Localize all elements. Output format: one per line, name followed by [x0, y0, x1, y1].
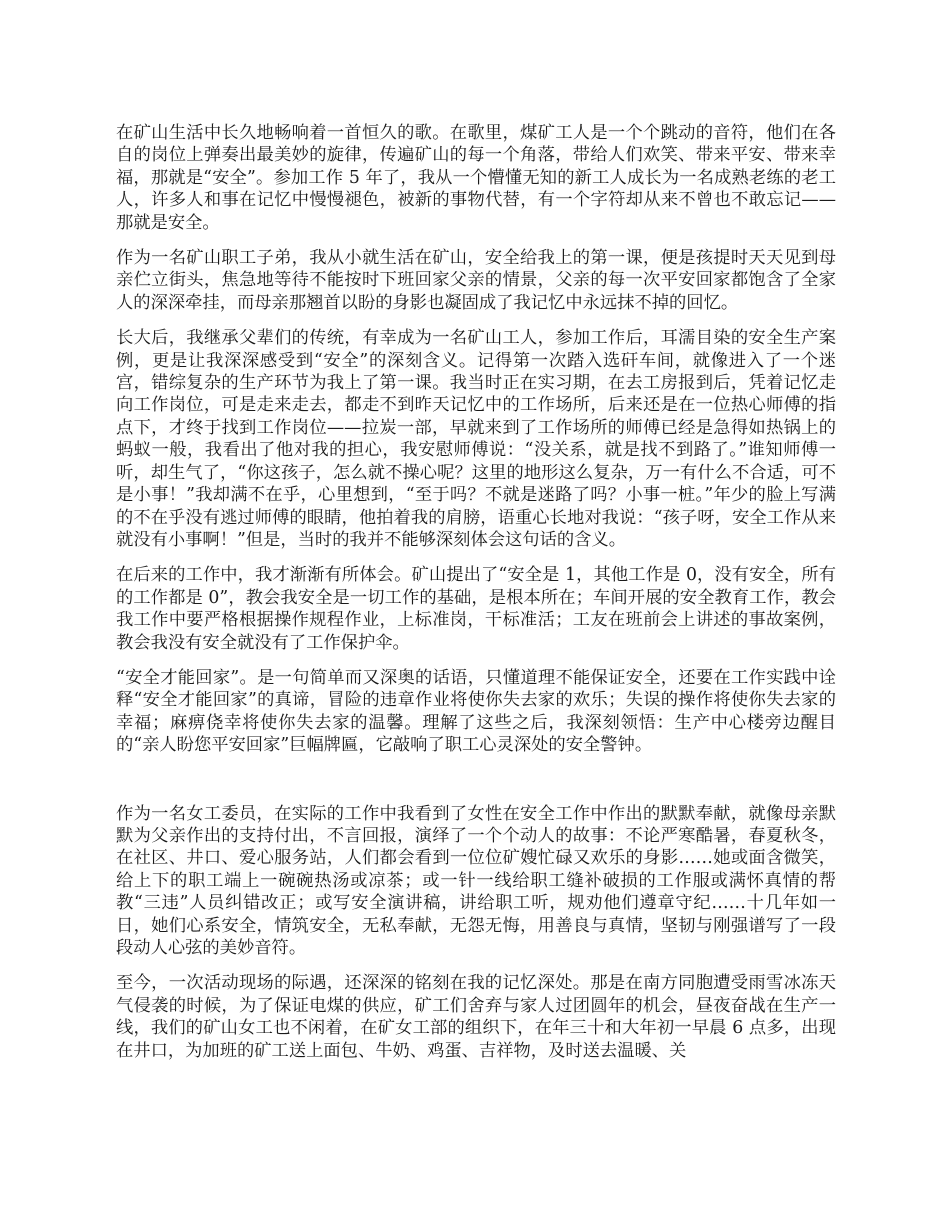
paragraph-childhood-memory: 作为一名矿山职工子弟，我从小就生活在矿山，安全给我上的第一课，便是孩提时天天见到母亲伫立街头，焦急地等待不能按时下班回家父亲的情景，父亲的每一次平安回家都饱含了全家人的深深牵挂，而母亲那翘首以盼的身影也凝固成了我记忆中永远抹不掉的回忆。	[116, 248, 836, 313]
paragraph-first-day-story: 长大后，我继承父辈们的传统，有幸成为一名矿山工人，参加工作后，耳濡目染的安全生产案例，更是让我深深感受到“安全”的深刻含义。记得第一次踏入选矸车间，就像进入了一个迷宫，错综复杂的生产环节为我上了第一课。我当时正在实习期，在去工房报到后，凭着记忆走向工作岗位，可是走来走去，都走不到昨天记忆中的工作场所，后来还是在一位热心师傅的指点下，才终于找到工作岗位——拉炭一部，早就来到了工作场所的师傅已经是急得如热锅上的蚂蚁一般，我看出了他对我的担心，我安慰师傅说：“没关系，就是找不到路了。”谁知师傅一听，却生气了，“你这孩子，怎么就不操心呢？这里的地形这么复杂，万一有什么不合适，可不是小事！”我却满不在乎，心里想到，“至于吗？不就是迷路了吗？小事一桩。”年少的脸上写满的不在乎没有逃过师傅的眼睛，他拍着我的肩膀，语重心长地对我说：“孩子呀，安全工作从来就没有小事啊！”但是，当时的我并不能够深刻体会这句话的含义。	[116, 328, 836, 550]
paragraph-female-committee: 作为一名女工委员，在实际的工作中我看到了女性在安全工作中作出的默默奉献，就像母亲默默为父亲作出的支持付出，不言回报，演绎了一个个动人的故事：不论严寒酷暑，春夏秋冬，在社区、井口、爱心服务站，人们都会看到一位位矿嫂忙碌又欢乐的身影……她或面含微笑，给上下的职工端上一碗碗热汤或凉茶；或一针一线给职工缝补破损的工作服或满怀真情的帮教“三违”人员纠错改正；或写安全演讲稿，讲给职工听，规劝他们遵章守纪……十几年如一日，她们心系安全，情筑安全，无私奉献，无怨无悔，用善良与真情，坚韧与刚强谱写了一段段动人心弦的美妙音符。	[116, 803, 836, 958]
paragraph-safe-return-home: “安全才能回家”。是一句简单而又深奥的话语，只懂道理不能保证安全，还要在工作实践中诠释“安全才能回家”的真谛，冒险的违章作业将使你失去家的欢乐；失误的操作将使你失去家的幸福；麻痹侥幸将使你失去家的温馨。理解了这些之后，我深刻领悟：生产中心楼旁边醒目的“亲人盼您平安回家”巨幅牌匾，它敲响了职工心灵深处的安全警钟。	[116, 667, 836, 756]
document-body	[116, 122, 836, 1075]
paragraph-safety-song: 在矿山生活中长久地畅响着一首恒久的歌。在歌里，煤矿工人是一个个跳动的音符，他们在各自的岗位上弹奏出最美妙的旋律，传遍矿山的每一个角落，带给人们欢笑、带来平安、带来幸福，那就是“安全”。参加工作 5 年了，我从一个懵懂无知的新工人成长为一名成熟老练的老工人，许多人和事在记忆中慢慢褪色，被新的事物代替，有一个字符却从来不曾也不敢忘记——那就是安全。	[116, 123, 836, 233]
paragraph-later-work: 在后来的工作中，我才渐渐有所体会。矿山提出了“安全是 1，其他工作是 0，没有安全，所有的工作都是 0”，教会我安全是一切工作的基础，是根本所在；车间开展的安全教育工作，教会我工作中要严格根据操作规程作业，上标准岗，干标准活；工友在班前会上讲述的事故案例，教会我没有安全就没有了工作保护伞。	[116, 565, 836, 653]
paragraph-winter-event: 至今，一次活动现场的际遇，还深深的铭刻在我的记忆深处。那是在南方同胞遭受雨雪冰冻天气侵袭的时候，为了保证电煤的供应，矿工们舍弃与家人过团圆年的机会，昼夜奋战在生产一线，我们的矿山女工也不闲着，在矿女工部的组织下，在年三十和大年初一早晨 6 点多，出现在井口，为加班的矿工送上面包、牛奶、鸡蛋、吉祥物，及时送去温暖、关	[116, 973, 836, 1061]
